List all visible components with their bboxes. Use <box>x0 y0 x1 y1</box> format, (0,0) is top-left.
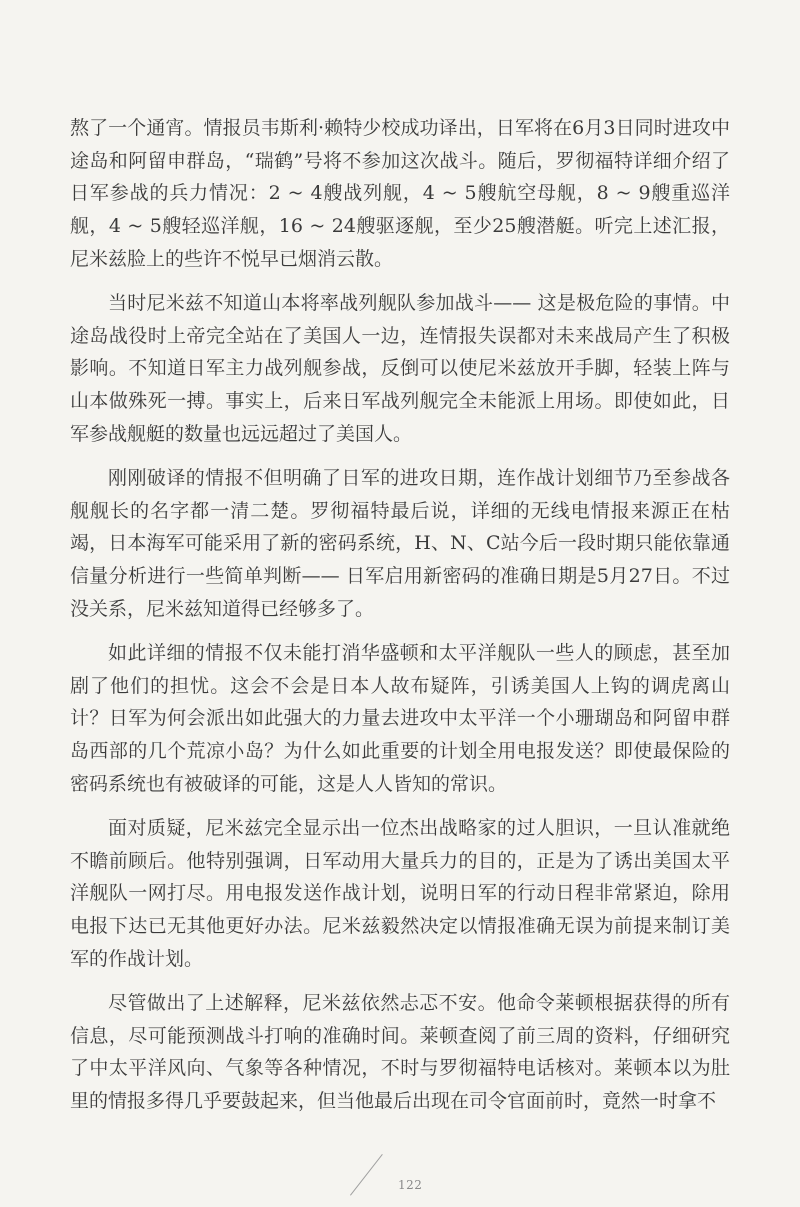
paragraph-1: 熬了一个通宵。情报员韦斯利·赖特少校成功译出，日军将在6月3日同时进攻中途岛和阿留申群岛，“瑞鹤”号将不参加这次战斗。随后，罗彻福特详细介绍了日军参战的兵力情况：2 ~ 4艘战列舰，4 ~ 5艘航空母舰，8 ~ 9艘重巡洋舰，4 ~ 5艘轻巡洋舰，16 ~ 24艘驱逐舰，至少25艘潜艇。听完上述汇报，尼米兹脸上的些许不悦早已烟消云散。 <box>70 117 730 270</box>
paragraph-6: 尽管做出了上述解释，尼米兹依然忐忑不安。他命令莱顿根据获得的所有信息，尽可能预测战斗打响的准确时间。莱顿查阅了前三周的资料，仔细研究了中太平洋风向、气象等各种情况，不时与罗彻福特电话核对。莱顿本以为肚里的情报多得几乎要鼓起来，但当他最后出现在司令官面前时，竟然一时拿不 <box>70 992 730 1113</box>
paragraph-4: 如此详细的情报不仅未能打消华盛顿和太平洋舰队一些人的顾虑，甚至加剧了他们的担忧。这会不会是日本人故布疑阵，引诱美国人上钩的调虎离山计？日军为何会派出如此强大的力量去进攻中太平洋一个小珊瑚岛和阿留申群岛西部的几个荒凉小岛？为什么如此重要的计划全用电报发送？即使最保险的密码系统也有被破译的可能，这是人人皆知的常识。 <box>70 642 730 795</box>
body-text <box>70 112 730 1129</box>
page-number-slash <box>350 1154 383 1196</box>
paragraph-2: 当时尼米兹不知道山本将率战列舰队参加战斗—— 这是极危险的事情。中途岛战役时上帝完全站在了美国人一边，连情报失误都对未来战局产生了积极影响。不知道日军主力战列舰参战，反倒可以使尼米兹放开手脚，轻装上阵与山本做殊死一搏。事实上，后来日军战列舰完全未能派上用场。即使如此，日军参战舰艇的数量也远远超过了美国人。 <box>70 292 730 445</box>
paragraph-3: 刚刚破译的情报不但明确了日军的进攻日期，连作战计划细节乃至参战各舰舰长的名字都一清二楚。罗彻福特最后说，详细的无线电情报来源正在枯竭，日本海军可能采用了新的密码系统，H、N、C站今后一段时期只能依靠通信量分析进行一些简单判断—— 日军启用新密码的准确日期是5月27日。不过没关系，尼米兹知道得已经够多了。 <box>70 467 730 620</box>
page-number: 122 <box>398 1178 423 1192</box>
page-footer <box>360 1150 450 1200</box>
paragraph-5: 面对质疑，尼米兹完全显示出一位杰出战略家的过人胆识，一旦认准就绝不瞻前顾后。他特别强调，日军动用大量兵力的目的，正是为了诱出美国太平洋舰队一网打尽。用电报发送作战计划，说明日军的行动日程非常紧迫，除用电报下达已无其他更好办法。尼米兹毅然决定以情报准确无误为前提来制订美军的作战计划。 <box>70 817 730 970</box>
